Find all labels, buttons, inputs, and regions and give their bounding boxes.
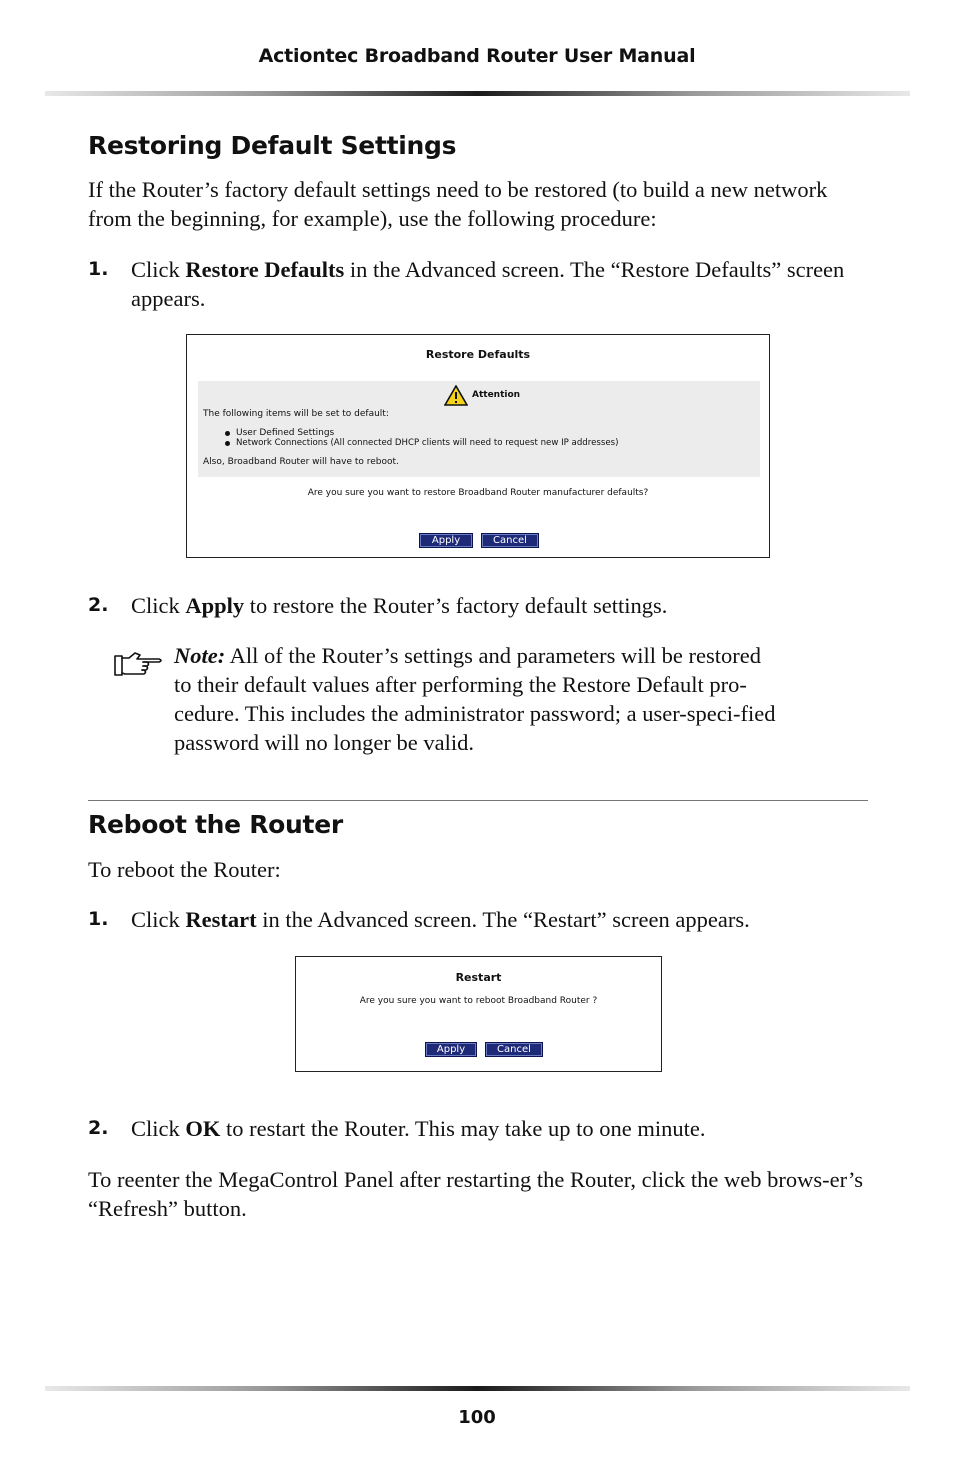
step-bold-term: Apply [185, 593, 245, 618]
step-text: in the Advanced screen. The “Restore Defaults” screen appears. [131, 257, 845, 311]
attention-box [198, 381, 760, 477]
section-heading-reboot: Reboot the Router [88, 810, 343, 839]
step-1-restart [88, 905, 868, 934]
intro-paragraph: If the Router’s factory default settings need to be restored (to build a new network from the beginning, for example), use the following procedure: [88, 177, 828, 231]
restore-defaults-screenshot [186, 334, 770, 558]
step-2-apply [88, 591, 868, 620]
pointing-hand-icon [113, 648, 165, 680]
page-number: 100 [458, 1407, 496, 1428]
footer-rule [45, 1386, 910, 1391]
bullet-icon [225, 431, 230, 436]
defaults-also: Also, Broadband Router will have to reboot. [203, 457, 399, 467]
note-paragraph [174, 641, 784, 757]
restart-question: Are you sure you want to reboot Broadband Router ? [359, 996, 598, 1006]
header-rule [45, 91, 910, 96]
screenshot-title: Restart [455, 971, 502, 984]
step-number: 2. [88, 1117, 109, 1139]
step-bold-term: OK [185, 1116, 221, 1141]
step-text: Click [131, 593, 186, 618]
warning-icon [444, 385, 468, 406]
note-text: All of the Router’s settings and parameters will be restored to their default values after performing the Restore Default pro-cedure. This includes the administrator password; a user-speci-fied password will no longer be valid. [174, 643, 776, 755]
apply-button[interactable]: Apply [425, 1042, 477, 1057]
defaults-item-1: User Defined Settings [236, 428, 335, 438]
restart-screenshot [295, 956, 662, 1072]
note-label: Note: [174, 643, 226, 668]
screenshot-title: Restore Defaults [425, 348, 531, 361]
defaults-lead: The following items will be set to default: [203, 409, 389, 419]
running-header: Actiontec Broadband Router User Manual [258, 45, 696, 67]
step-text: Click [131, 257, 186, 282]
apply-button[interactable]: Apply [419, 533, 473, 548]
reboot-intro: To reboot the Router: [88, 857, 281, 882]
step-text: to restart the Router. This may take up to one minute. [220, 1116, 706, 1141]
step-1-restore [88, 255, 868, 313]
step-number: 1. [88, 908, 109, 930]
bullet-icon [225, 441, 230, 446]
section-divider [88, 800, 868, 801]
attention-label: Attention [472, 390, 521, 400]
step-number: 2. [88, 594, 109, 616]
step-2-ok [88, 1114, 868, 1143]
cancel-button[interactable]: Cancel [485, 1042, 543, 1057]
section-heading-restoring-defaults: Restoring Default Settings [88, 131, 457, 160]
step-bold-term: Restart [185, 907, 257, 932]
restore-question: Are you sure you want to restore Broadband Router manufacturer defaults? [307, 488, 649, 498]
step-text: in the Advanced screen. The “Restart” screen appears. [256, 907, 750, 932]
step-text: to restore the Router’s factory default settings. [244, 593, 668, 618]
step-text: Click [131, 907, 186, 932]
step-bold-term: Restore Defaults [185, 257, 345, 282]
closing-paragraph: To reenter the MegaControl Panel after restarting the Router, click the web brows-er’s “Refresh” button. [88, 1167, 863, 1221]
step-number: 1. [88, 258, 109, 280]
step-text: Click [131, 1116, 186, 1141]
defaults-item-2: Network Connections (All connected DHCP clients will need to request new IP addresses) [236, 438, 619, 448]
cancel-button[interactable]: Cancel [481, 533, 539, 548]
